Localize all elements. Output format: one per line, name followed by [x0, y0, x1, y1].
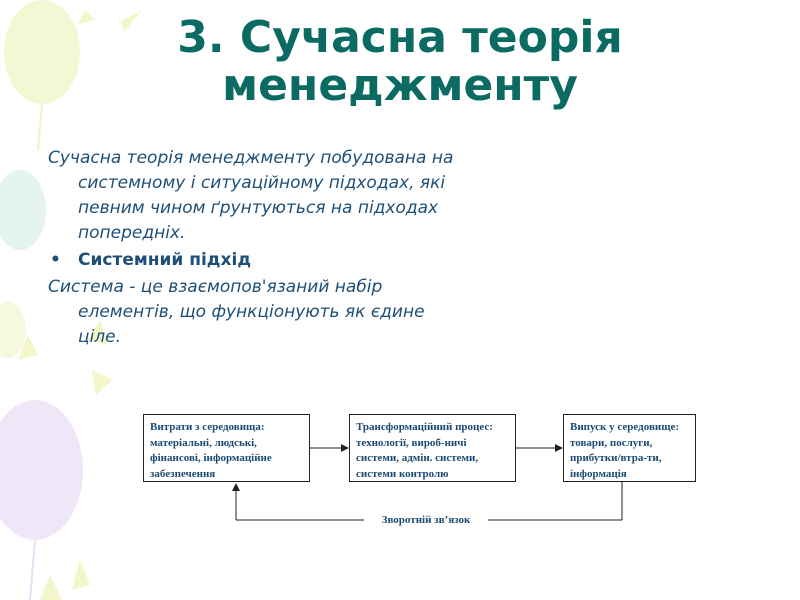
diagram-box-inputs: Витрати з середовища: матеріальні, людські, фінансові, інформаційне забезпечення — [143, 414, 310, 482]
diagram-box-transformation: Трансформаційний процес: технології, вироб-ничі системи, адмін. системи, системи контролю — [349, 414, 516, 482]
title-line-2: менеджменту — [222, 60, 578, 111]
system-definition-paragraph: Система - це взаємопов'язаний набір елементів, що функціонують як єдине ціле. — [48, 277, 425, 347]
intro-paragraph: Сучасна теорія менеджменту побудована на системному і ситуаційному підходах, які певним чином ґрунтуються на підходах попередніх. — [48, 148, 454, 243]
diagram-box-outputs: Випуск у середовище: товари, послуги, прибутки/втра-ти, інформація — [563, 414, 696, 482]
slide-body — [48, 146, 468, 352]
bullet-symbol: • — [50, 250, 61, 270]
bullet-item — [48, 248, 468, 273]
title-line-1: 3. Сучасна теорія — [177, 12, 623, 63]
feedback-label: Зворотній зв’язок — [364, 512, 488, 528]
slide-title — [100, 14, 700, 110]
bullet-text: Системний підхід — [78, 250, 252, 270]
